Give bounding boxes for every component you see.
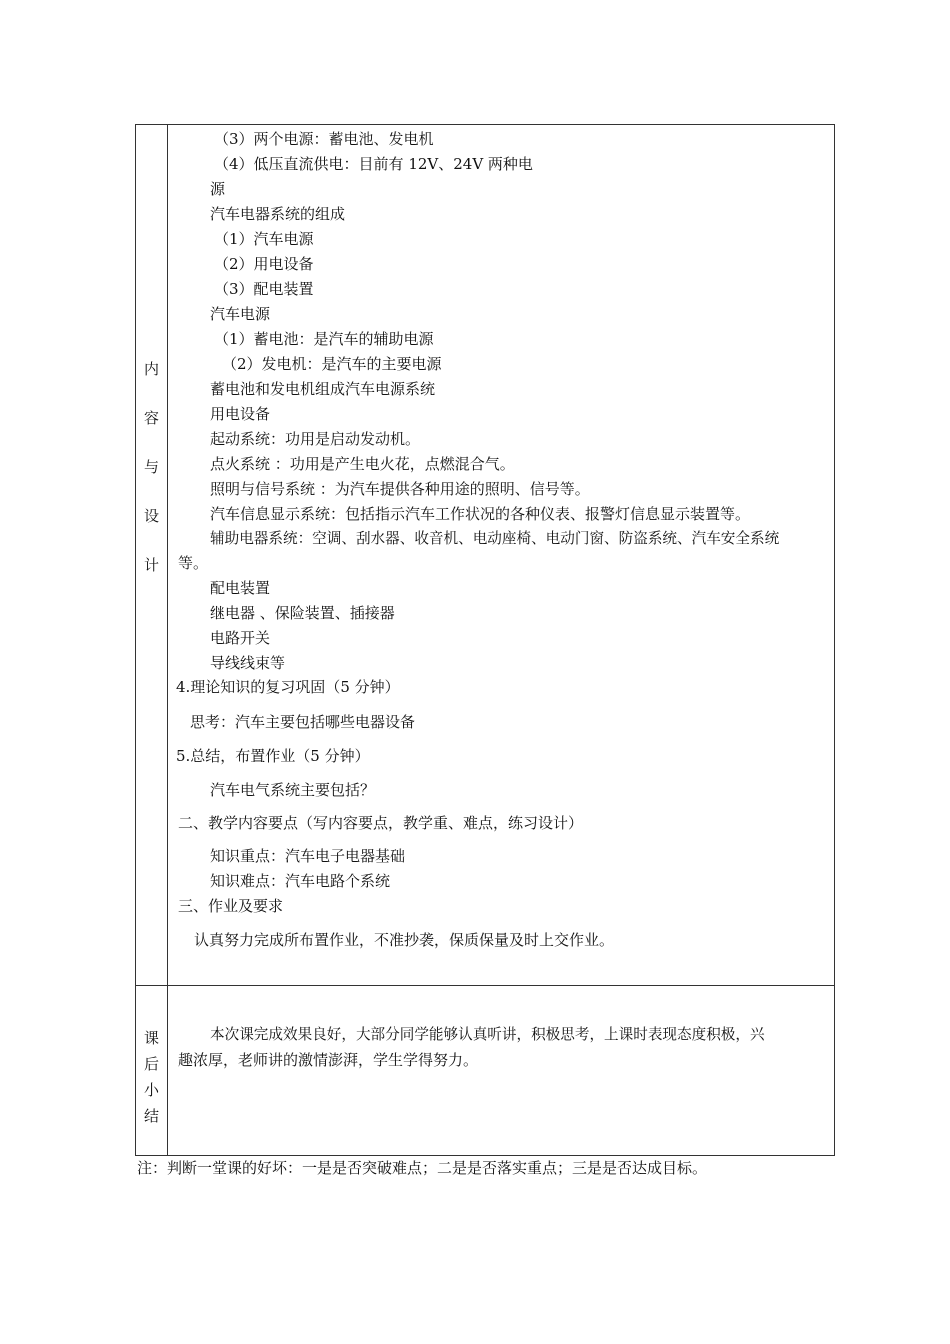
content-line: 5.总结，布置作业（5 分钟） <box>176 747 370 765</box>
label-char: 后 <box>143 1055 159 1073</box>
content-line: 三、作业及要求 <box>178 897 284 915</box>
label-char: 设 <box>143 507 159 525</box>
content-line: 4.理论知识的复习巩固（5 分钟） <box>176 678 400 696</box>
content-line: （2）用电设备 <box>214 255 314 273</box>
content-line: （3）配电装置 <box>214 280 314 298</box>
content-design-label <box>136 345 167 590</box>
content-line: （3）两个电源：蓄电池、发电机 <box>214 130 434 148</box>
content-line: 电路开关 <box>210 629 271 647</box>
content-line: 继电器 、保险装置、插接器 <box>210 604 395 622</box>
label-char: 计 <box>143 556 159 574</box>
label-char: 内 <box>143 360 159 378</box>
lesson-table <box>135 124 835 1156</box>
content-line: 汽车电气系统主要包括？ <box>210 781 376 799</box>
content-line: 用电设备 <box>210 405 271 423</box>
content-line: （1）汽车电源 <box>214 230 314 248</box>
content-line: 汽车信息显示系统：包括指示汽车工作状况的各种仪表、报警灯信息显示装置等。 <box>210 505 751 523</box>
label-char: 小 <box>143 1081 159 1099</box>
content-line: 知识重点：汽车电子电器基础 <box>210 847 406 865</box>
content-line: （2）发电机：是汽车的主要电源 <box>222 355 442 373</box>
content-line: 源 <box>210 180 226 198</box>
content-line: 导线线束等 <box>210 654 286 672</box>
footnote: 注：判断一堂课的好坏：一是是否突破难点；二是是否落实重点；三是是否达成目标。 <box>137 1159 708 1177</box>
content-line: （4）低压直流供电：目前有 12V、24V 两种电 <box>214 155 533 173</box>
content-line: 点火系统 ：功用是产生电火花，点燃混合气。 <box>210 455 515 473</box>
summary-line: 趣浓厚，老师讲的激情澎湃，学生学得努力。 <box>178 1051 479 1069</box>
content-line: 起动系统：功用是启动发动机。 <box>210 430 421 448</box>
content-line: 二、教学内容要点（写内容要点，教学重、难点，练习设计） <box>178 814 584 832</box>
after-class-summary-label <box>136 1025 167 1129</box>
row-divider <box>136 985 834 986</box>
label-char: 结 <box>143 1107 159 1125</box>
label-char: 与 <box>143 458 159 476</box>
content-line: 辅助电器系统：空调、刮水器、收音机、电动座椅、电动门窗、防盗系统、汽车安全系统 <box>210 530 780 547</box>
column-divider <box>167 125 168 1155</box>
content-line: 思考：汽车主要包括哪些电器设备 <box>190 713 416 731</box>
content-line: 照明与信号系统 ：为汽车提供各种用途的照明、信号等。 <box>210 480 590 498</box>
content-line: 汽车电源 <box>210 305 271 323</box>
content-line: 配电装置 <box>210 579 271 597</box>
content-line: 知识难点：汽车电路个系统 <box>210 872 391 890</box>
label-char: 容 <box>143 409 159 427</box>
content-line: 蓄电池和发电机组成汽车电源系统 <box>210 380 436 398</box>
summary-line: 本次课完成效果良好，大部分同学能够认真听讲，积极思考，上课时表现态度积极，兴 <box>210 1026 765 1043</box>
content-line: （1）蓄电池：是汽车的辅助电源 <box>214 330 434 348</box>
label-char: 课 <box>143 1029 159 1047</box>
content-line: 等。 <box>178 554 209 572</box>
content-line: 认真努力完成所布置作业，不准抄袭，保质保量及时上交作业。 <box>194 931 615 949</box>
content-line: 汽车电器系统的组成 <box>210 205 346 223</box>
